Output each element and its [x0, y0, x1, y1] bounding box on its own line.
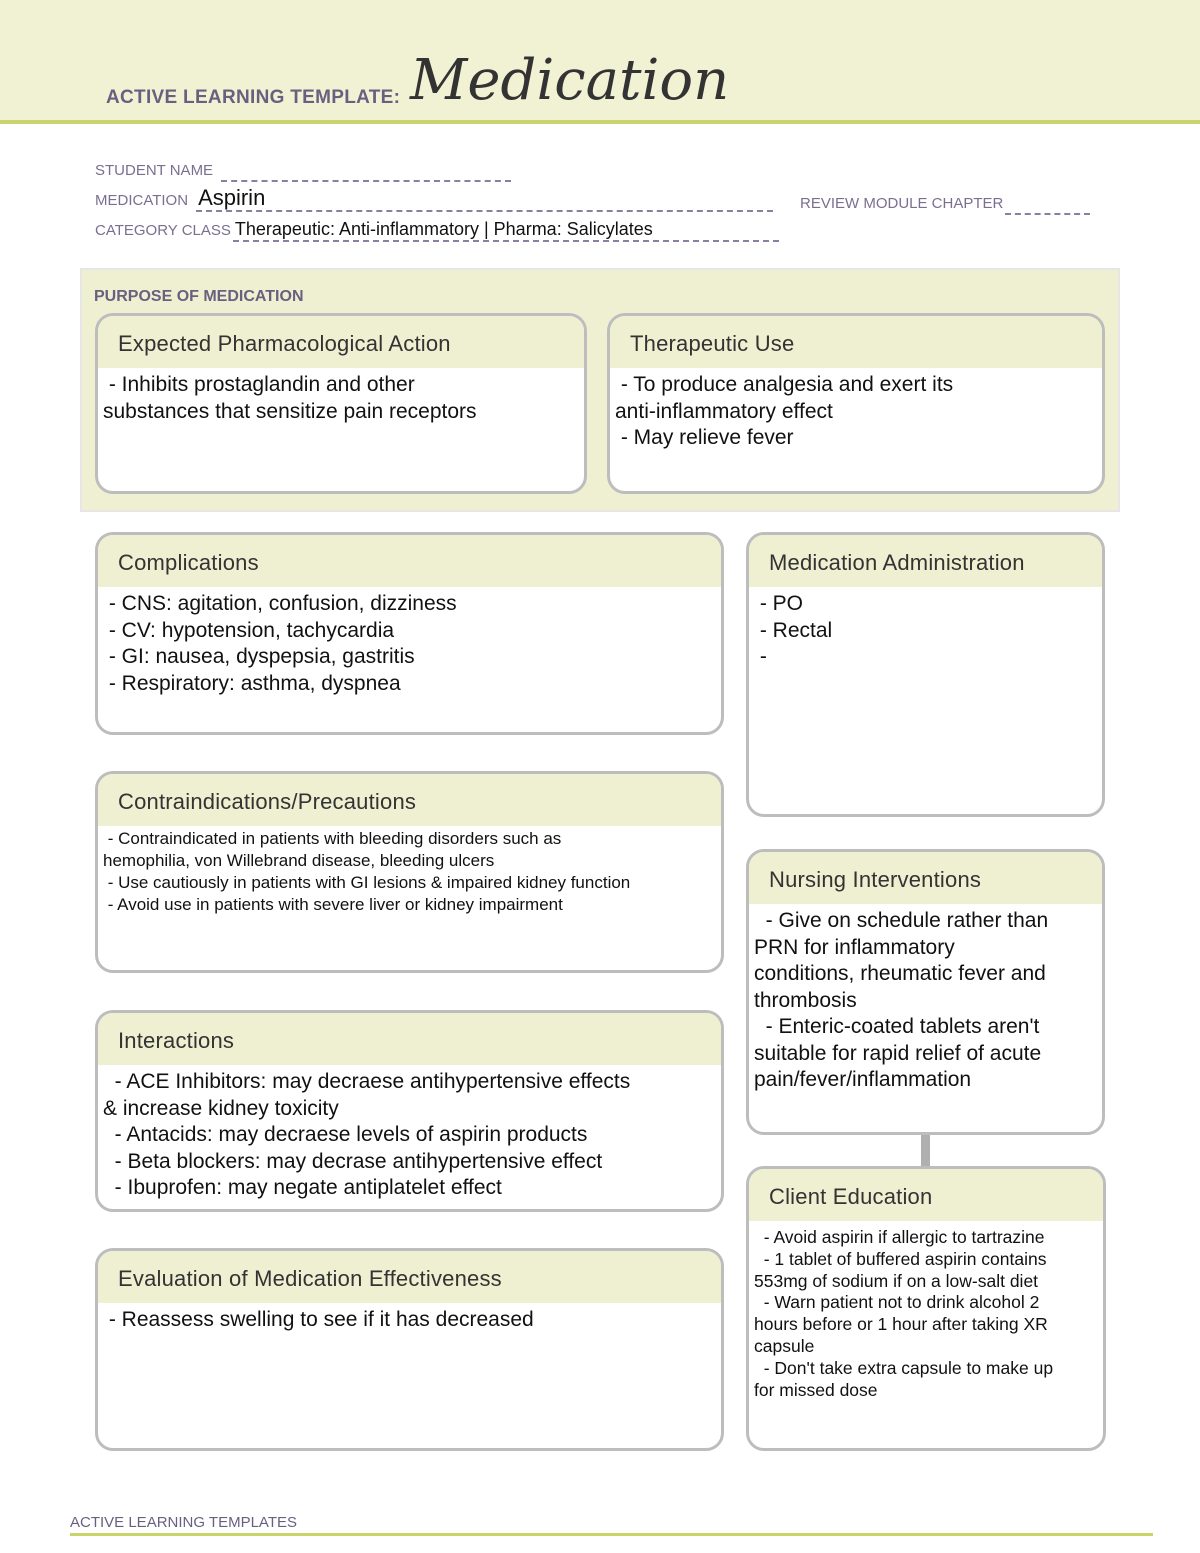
review-module-input[interactable]: [1005, 197, 1090, 215]
contraindications-title: Contraindications/Precautions: [98, 774, 721, 826]
footer-divider: [70, 1533, 1153, 1536]
complications-title: Complications: [98, 535, 721, 587]
client-education-content[interactable]: [749, 1221, 1103, 1401]
student-name-field: [95, 162, 511, 182]
therapeutic-box: [607, 313, 1105, 494]
student-name-label: STUDENT NAME: [95, 162, 214, 179]
content-line: anti-inflammatory effect: [615, 399, 833, 423]
evaluation-content[interactable]: [98, 1303, 721, 1334]
review-module-field: [800, 195, 1090, 215]
expected-content[interactable]: [98, 368, 584, 425]
content-line: 553mg of sodium if on a low-salt diet: [754, 1270, 1039, 1291]
evaluation-box: [95, 1248, 724, 1451]
therapeutic-title: Therapeutic Use: [610, 316, 1102, 368]
content-line: - Inhibits prostaglandin and other: [103, 373, 415, 396]
content-line: - Warn patient not to drink alcohol 2: [754, 1292, 1040, 1313]
complications-box: [95, 532, 724, 735]
content-line: - Contraindicated in patients with bleeding disorders such as: [103, 829, 562, 848]
content-line: & increase kidney toxicity: [103, 1096, 339, 1120]
content-line: - CNS: agitation, confusion, dizziness: [103, 592, 457, 615]
medication-value[interactable]: Aspirin: [196, 186, 773, 212]
medication-field: [95, 186, 773, 212]
client-education-box: [746, 1166, 1106, 1451]
purpose-title: PURPOSE OF MEDICATION: [94, 288, 304, 305]
content-line: conditions, rheumatic fever and: [754, 962, 1046, 985]
page-title: Medication: [410, 48, 730, 113]
content-line: - Beta blockers: may decrase antihypertensive effect: [103, 1149, 603, 1173]
therapeutic-content[interactable]: [610, 368, 1102, 452]
content-line: for missed dose: [754, 1379, 878, 1400]
content-line: - Don't take extra capsule to make up: [754, 1357, 1054, 1378]
nursing-content[interactable]: [749, 904, 1102, 1094]
content-line: - CV: hypotension, tachycardia: [103, 618, 395, 642]
content-line: - Enteric-coated tablets aren't: [754, 1015, 1040, 1038]
content-line: - Ibuprofen: may negate antiplatelet effect: [103, 1176, 502, 1199]
content-line: - May relieve fever: [615, 426, 794, 449]
administration-title: Medication Administration: [749, 535, 1102, 587]
complications-content[interactable]: [98, 587, 721, 697]
review-module-label: REVIEW MODULE CHAPTER: [800, 195, 1004, 212]
category-class-field: [95, 220, 779, 242]
interactions-title: Interactions: [98, 1013, 721, 1065]
content-line: suitable for rapid relief of acute: [754, 1041, 1042, 1065]
content-line: -: [754, 645, 767, 668]
medication-label: MEDICATION: [95, 192, 189, 210]
content-line: pain/fever/inflammation: [754, 1068, 972, 1091]
administration-content[interactable]: [749, 587, 1102, 671]
content-line: - ACE Inhibitors: may decraese antihypertensive effects: [103, 1070, 631, 1093]
evaluation-title: Evaluation of Medication Effectiveness: [98, 1251, 721, 1303]
contraindications-content[interactable]: [98, 826, 721, 916]
template-label: ACTIVE LEARNING TEMPLATE:: [106, 87, 401, 108]
client-education-title: Client Education: [749, 1169, 1103, 1221]
content-line: capsule: [754, 1335, 815, 1356]
content-line: - Avoid aspirin if allergic to tartrazine: [754, 1227, 1045, 1247]
category-class-label: CATEGORY CLASS: [95, 221, 231, 239]
content-line: - GI: nausea, dyspepsia, gastritis: [103, 645, 415, 668]
content-line: - Rectal: [754, 618, 833, 642]
category-class-value[interactable]: Therapeutic: Anti-inflammatory | Pharma: Salicylates: [233, 220, 779, 242]
interactions-box: [95, 1010, 724, 1212]
footer-text: ACTIVE LEARNING TEMPLATES: [70, 1514, 297, 1531]
page-header: [0, 0, 1200, 124]
content-line: PRN for inflammatory: [754, 935, 955, 959]
content-line: - Reassess swelling to see if it has decreased: [103, 1308, 534, 1331]
content-line: - 1 tablet of buffered aspirin contains: [754, 1248, 1047, 1269]
content-line: - PO: [754, 592, 804, 615]
content-line: hours before or 1 hour after taking XR: [754, 1314, 1048, 1335]
expected-title: Expected Pharmacological Action: [98, 316, 584, 368]
nursing-title: Nursing Interventions: [749, 852, 1102, 904]
content-line: - Antacids: may decraese levels of aspirin products: [103, 1123, 588, 1146]
connector-line: [921, 1135, 930, 1167]
content-line: hemophilia, von Willebrand disease, bleeding ulcers: [103, 851, 495, 870]
content-line: - Use cautiously in patients with GI lesions & impaired kidney function: [103, 873, 631, 892]
contraindications-box: [95, 771, 724, 973]
content-line: substances that sensitize pain receptors: [103, 399, 477, 423]
student-name-input[interactable]: [221, 164, 511, 182]
nursing-box: [746, 849, 1105, 1135]
content-line: - Avoid use in patients with severe liver or kidney impairment: [103, 895, 563, 914]
content-line: - To produce analgesia and exert its: [615, 373, 954, 396]
interactions-content[interactable]: [98, 1065, 721, 1202]
administration-box: [746, 532, 1105, 817]
content-line: - Give on schedule rather than: [754, 909, 1049, 932]
content-line: - Respiratory: asthma, dyspnea: [103, 671, 401, 695]
expected-box: [95, 313, 587, 494]
content-line: thrombosis: [754, 988, 857, 1012]
